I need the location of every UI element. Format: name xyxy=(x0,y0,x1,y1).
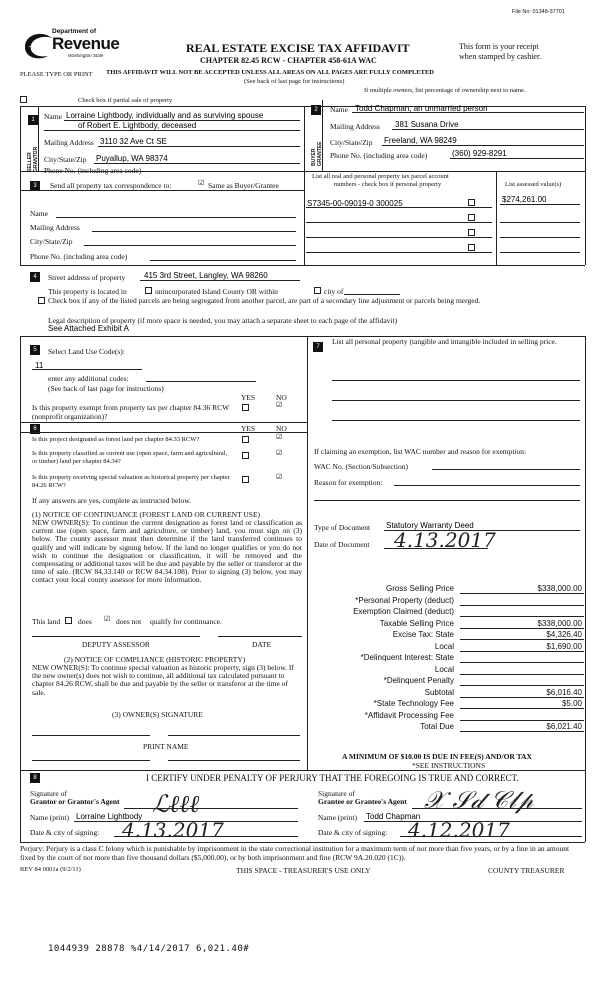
buyer-mail-value: 381 Susana Drive xyxy=(395,120,459,129)
treasurer-space-label: THIS SPACE - TREASURER'S USE ONLY xyxy=(236,866,371,875)
forest-yes-checkbox[interactable] xyxy=(242,436,249,443)
parcels-header-1: List all real and personal property tax parcel account xyxy=(312,173,449,180)
treasurer-stamp: 1044939 28878 %4/14/2017 6,021.40# xyxy=(48,944,250,954)
wac-label: WAC No. (Section/Subsection) xyxy=(314,462,408,471)
exempt-yes-checkbox[interactable] xyxy=(242,404,249,411)
historic-yes-checkbox[interactable] xyxy=(242,476,249,483)
fee-row-line xyxy=(460,662,584,663)
legal-value: See Attached Exhibit A xyxy=(48,324,129,333)
grantor-date-value: 4.13.2017 xyxy=(122,818,224,842)
any-yes-note: If any answers are yes, complete as instructed below. xyxy=(32,496,192,505)
revision-label: REV 84 0001a (9/2/11) xyxy=(20,866,81,873)
does-checkbox[interactable] xyxy=(65,617,72,624)
fee-row-value: $5.00 xyxy=(561,699,582,708)
seller-name-label: Name xyxy=(44,112,62,121)
fee-row-line xyxy=(460,697,584,698)
fee-row-line xyxy=(460,674,584,675)
fee-row-line xyxy=(460,639,584,640)
section-3-number: 3 xyxy=(30,181,40,191)
reason-label: Reason for exemption: xyxy=(314,478,383,487)
fee-row-label: Local xyxy=(434,641,454,651)
fee-row-value: $338,000.00 xyxy=(537,618,582,628)
deputy-date-label: DATE xyxy=(252,640,272,649)
fee-row-label: Exemption Claimed (deduct) xyxy=(353,607,454,616)
doc-type-label: Type of Document xyxy=(314,523,371,532)
seller-name-value-2: of Robert E. Lightbody, deceased xyxy=(78,121,197,130)
fee-row-value: $6,021.40 xyxy=(546,722,582,731)
corr-phone-label: Phone No. (including area code) xyxy=(30,252,128,261)
fee-row-line xyxy=(460,731,584,732)
section-8-number: 8 xyxy=(30,773,40,783)
current-use-yes-checkbox[interactable] xyxy=(242,452,249,459)
parcel-4-personal-checkbox[interactable] xyxy=(468,244,475,251)
fee-row-value: $6,016.40 xyxy=(546,687,582,697)
continuance-body: NEW OWNER(S): To continue the current designation as forest land or classification as current use (open space, farm and agriculture, or timber) land, you must sign on (3) below. The county assessor must then determine if the land transferred continues to qualify and will indicate by signing below. If the land no longer qualifies or you do not wish to continue the designation or classification, it will be removed and the compensating or additional taxes will be due and payable by the seller or transferor at the time of sale. (RCW 84.33.140 or RCW 84.34.108). Prior to signing (3) below, you may contact your local county assessor for more information. xyxy=(32,518,302,585)
does-label: does xyxy=(78,617,92,626)
assessed-value-1: $274,261.00 xyxy=(502,195,547,204)
located-label: This property is located in xyxy=(48,287,127,296)
parcel-1-personal-checkbox[interactable] xyxy=(468,199,475,206)
section-2-number: 2 xyxy=(311,105,321,115)
this-land-label: This land xyxy=(32,617,61,626)
file-number: File No: 01348-37701 xyxy=(512,9,565,15)
doc-date-label: Date of Document xyxy=(314,540,370,549)
fee-row-label: *Affidavit Processing Fee xyxy=(364,710,454,720)
perjury-notice: Perjury: Perjury is a class C felony which is punishable by imprisonment in the state correctional institution for a maximum term of not more than five years, or by a fine in an amount fixed by the court of not more than five thousand dollars ($5,000.00), or by both imprisonment and fine (RCW 9A.20.020 (1C)). xyxy=(20,844,570,862)
buyer-phone-value: (360) 929-8291 xyxy=(452,149,507,158)
grantee-name-print-label: Name (print) xyxy=(318,813,357,822)
does-not-checkbox[interactable]: ☑ xyxy=(104,615,111,623)
fee-row-line xyxy=(460,685,584,686)
grantor-signature: ℒℓℓℓ xyxy=(152,790,200,818)
fee-row-label: Excise Tax: State xyxy=(392,630,454,639)
revenue-logo: Department of Revenue Washington State xyxy=(22,26,122,68)
print-name-label: PRINT NAME xyxy=(143,742,189,751)
grantor-date-label: Date & city of signing: xyxy=(30,828,100,837)
receipt-note-1: This form is your receipt xyxy=(459,42,539,51)
buyer-name-value: Todd Chapman, an unmarried person xyxy=(355,104,488,113)
please-type: PLEASE TYPE OR PRINT xyxy=(20,71,93,78)
land-use-label: Select Land Use Code(s): xyxy=(48,347,125,356)
exemption-claim-label: If claiming an exemption, list WAC number and reason for exemption: xyxy=(314,447,527,456)
partial-sale-label: Check box if partial sale of property xyxy=(78,97,173,104)
exempt-question: Is this property exempt from property tax per chapter 84.36 RCW (nonprofit organization)? xyxy=(32,403,230,421)
segregated-label: Check box if any of the listed parcels are being segregated from another parcel, are part of a secondary line adjustment or parcels being merged. xyxy=(48,296,481,305)
seller-city-label: City/State/Zip xyxy=(44,155,87,164)
parcels-header-2: numbers - check box if personal property xyxy=(334,181,442,188)
seller-mail-label: Mailing Address xyxy=(44,138,94,147)
correspondence-label: Send all property tax correspondence to: xyxy=(50,181,172,190)
section-1-number: 1 xyxy=(28,115,38,125)
owner-signature-label: (3) OWNER(S) SIGNATURE xyxy=(112,710,203,719)
unincorporated-checkbox[interactable] xyxy=(145,287,152,294)
fee-row-line xyxy=(460,720,584,721)
fee-row-label: *Delinquent Penalty xyxy=(383,676,454,685)
fee-row-label: Local xyxy=(434,664,454,674)
parcel-2-personal-checkbox[interactable] xyxy=(468,214,475,221)
fee-row-label: Subtotal xyxy=(424,687,454,697)
fee-row-value: $4,326.40 xyxy=(546,630,582,639)
buyer-city-value: Freeland, WA 98249 xyxy=(384,136,457,145)
seller-mail-value: 3110 32 Ave Ct SE xyxy=(100,137,167,146)
certify-statement: I CERTIFY UNDER PENALTY OF PERJURY THAT THE FOREGOING IS TRUE AND CORRECT. xyxy=(146,773,519,783)
forest-no-checkbox[interactable]: ☑ xyxy=(276,433,283,441)
partial-sale-checkbox[interactable] xyxy=(20,96,27,103)
current-use-no-checkbox[interactable]: ☑ xyxy=(276,449,283,457)
does-not-label: does not xyxy=(116,617,142,626)
buyer-side-label: BUYER GRANTEE xyxy=(311,141,323,166)
revenue-swoosh-icon xyxy=(22,32,56,62)
compliance-body: NEW OWNER(S): To continue special valuation as historic property, sign (3) below. If the new owner(s) does not wish to continue, all additional tax calculated pursuant to chapter 84.26 RCW, shall be due and payable by the seller or transferor at the time of sale. xyxy=(32,663,294,697)
fee-row-value: $1,690.00 xyxy=(546,641,582,651)
deputy-assessor-label: DEPUTY ASSESSOR xyxy=(82,640,150,649)
historic-no-checkbox[interactable]: ☑ xyxy=(276,473,283,481)
land-use-see-back: (See back of last page for instructions) xyxy=(48,384,164,393)
see-back-note: (See back of last page for instructions) xyxy=(244,78,345,85)
fee-row-line xyxy=(460,593,584,594)
parcel-number-1: S7345-00-09019-0 300025 xyxy=(307,199,403,208)
yes-header-5: YES xyxy=(241,393,256,402)
current-use-question: Is this property classified as current use (open space, farm and agricultural, or timber) land per chapter 84.34? xyxy=(32,450,228,465)
street-label: Street address of property xyxy=(48,273,126,282)
fee-row-line xyxy=(460,605,584,606)
see-instructions-note: *SEE INSTRUCTIONS xyxy=(412,761,486,770)
fee-row-line xyxy=(460,651,584,652)
grantee-sig-label-2: Grantee or Grantee's Agent xyxy=(318,797,407,806)
fee-row-label: Gross Selling Price xyxy=(385,584,454,593)
assessed-header: List assessed value(s) xyxy=(505,181,562,188)
fee-row-label: Taxable Selling Price xyxy=(379,618,454,628)
same-as-buyer-checkbox[interactable]: ☑ xyxy=(198,179,205,187)
no-header-5: NO xyxy=(276,393,287,402)
fee-row-label: *State Technology Fee xyxy=(373,699,454,708)
buyer-phone-label: Phone No. (including area code) xyxy=(330,151,428,160)
grantee-signature: 𝒳 𝒮𝒹 𝒞𝓁𝓅 xyxy=(424,786,534,814)
grantor-name-print-label: Name (print) xyxy=(30,813,69,822)
yes-header-6: YES xyxy=(241,424,256,433)
fee-row-line xyxy=(460,628,584,629)
unincorporated-label: unincorporated Island County OR within xyxy=(155,287,278,296)
not-accepted-warning: THIS AFFIDAVIT WILL NOT BE ACCEPTED UNLESS ALL AREAS ON ALL PAGES ARE FULLY COMPLETED xyxy=(106,69,434,76)
corr-city-label: City/State/Zip xyxy=(30,237,73,246)
corr-name-label: Name xyxy=(30,209,48,218)
section-7-number: 7 xyxy=(313,342,323,352)
fee-row-label: *Delinquent Interest: State xyxy=(360,653,454,662)
grantee-date-label: Date & city of signing: xyxy=(318,828,388,837)
continuance-title: (1) NOTICE OF CONTINUANCE (FOREST LAND OR CURRENT USE) xyxy=(32,510,261,519)
doc-date-value: 4.13.2017 xyxy=(394,528,496,552)
personal-property-label: List all personal property (tangible and intangible included in selling price. xyxy=(332,337,557,346)
seller-side-label: SELLER GRANTOR xyxy=(27,146,39,172)
section-6-number: 6 xyxy=(30,424,40,434)
section-4-number: 4 xyxy=(30,272,40,282)
street-value: 415 3rd Street, Langley, WA 98260 xyxy=(144,271,268,280)
corr-mail-label: Mailing Address xyxy=(30,223,80,232)
grantee-date-value: 4.12.2017 xyxy=(408,818,510,842)
fee-row-line xyxy=(460,616,584,617)
minimum-due-note: A MINIMUM OF $10.00 IS DUE IN FEE(S) AND/OR TAX xyxy=(342,752,532,761)
additional-codes-label: enter any additional codes: xyxy=(48,374,129,383)
grantee-name-print: Todd Chapman xyxy=(366,812,421,821)
doc-type-value: Statutory Warranty Deed xyxy=(386,521,474,530)
fee-row-label: Total Due xyxy=(420,722,454,731)
qualify-label: qualify for continuance. xyxy=(150,617,222,626)
historic-question: Is this property receiving special valuation as historical property per chapter 84.26 RCW? xyxy=(32,474,230,489)
form-title: REAL ESTATE EXCISE TAX AFFIDAVIT xyxy=(186,41,410,55)
seller-phone-label: Phone No. (including area code) xyxy=(44,166,142,175)
seller-city-value: Puyallup, WA 98374 xyxy=(96,154,168,163)
grantor-sig-label-2: Grantor or Grantor's Agent xyxy=(30,797,120,806)
buyer-mail-label: Mailing Address xyxy=(330,122,380,131)
fee-row-value: $338,000.00 xyxy=(537,584,582,593)
seller-name-value: Lorraine Lightbody, individually and as surviving spouse xyxy=(66,111,264,120)
land-use-code: 11 xyxy=(35,361,44,370)
forest-question: Is this project designated as forest land per chapter 84.33 RCW? xyxy=(32,436,200,443)
buyer-city-label: City/State/Zip xyxy=(330,138,373,147)
fee-row-label: *Personal Property (deduct) xyxy=(355,595,454,605)
exempt-no-checkbox[interactable]: ☑ xyxy=(276,401,283,409)
receipt-note-2: when stamped by cashier. xyxy=(459,52,542,61)
no-header-6: NO xyxy=(276,424,287,433)
city-of-label: city of xyxy=(324,287,344,296)
section-5-number: 5 xyxy=(30,345,40,355)
grantor-name-print: Lorraine Lightbody xyxy=(76,812,143,821)
fee-row-line xyxy=(460,708,584,709)
city-of-checkbox[interactable] xyxy=(314,287,321,294)
segregated-checkbox[interactable] xyxy=(38,297,45,304)
county-treasurer-label: COUNTY TREASURER xyxy=(488,866,565,875)
grantee-sig-label-1: Signature of xyxy=(318,789,355,798)
same-as-buyer-label: Same as Buyer/Grantee xyxy=(208,181,279,190)
compliance-title: (2) NOTICE OF COMPLIANCE (HISTORIC PROPERTY) xyxy=(64,655,246,664)
grantor-sig-label-1: Signature of xyxy=(30,789,67,798)
parcel-3-personal-checkbox[interactable] xyxy=(468,229,475,236)
multiple-owners-note: If multiple owners, list percentage of ownership next to name. xyxy=(364,87,526,94)
legal-label: Legal description of property (if more space is needed, you may attach a separate sheet to each page of the affidavit) xyxy=(48,316,398,325)
form-chapter: CHAPTER 82.45 RCW - CHAPTER 458-61A WAC xyxy=(200,56,377,65)
buyer-name-label: Name xyxy=(330,105,348,114)
